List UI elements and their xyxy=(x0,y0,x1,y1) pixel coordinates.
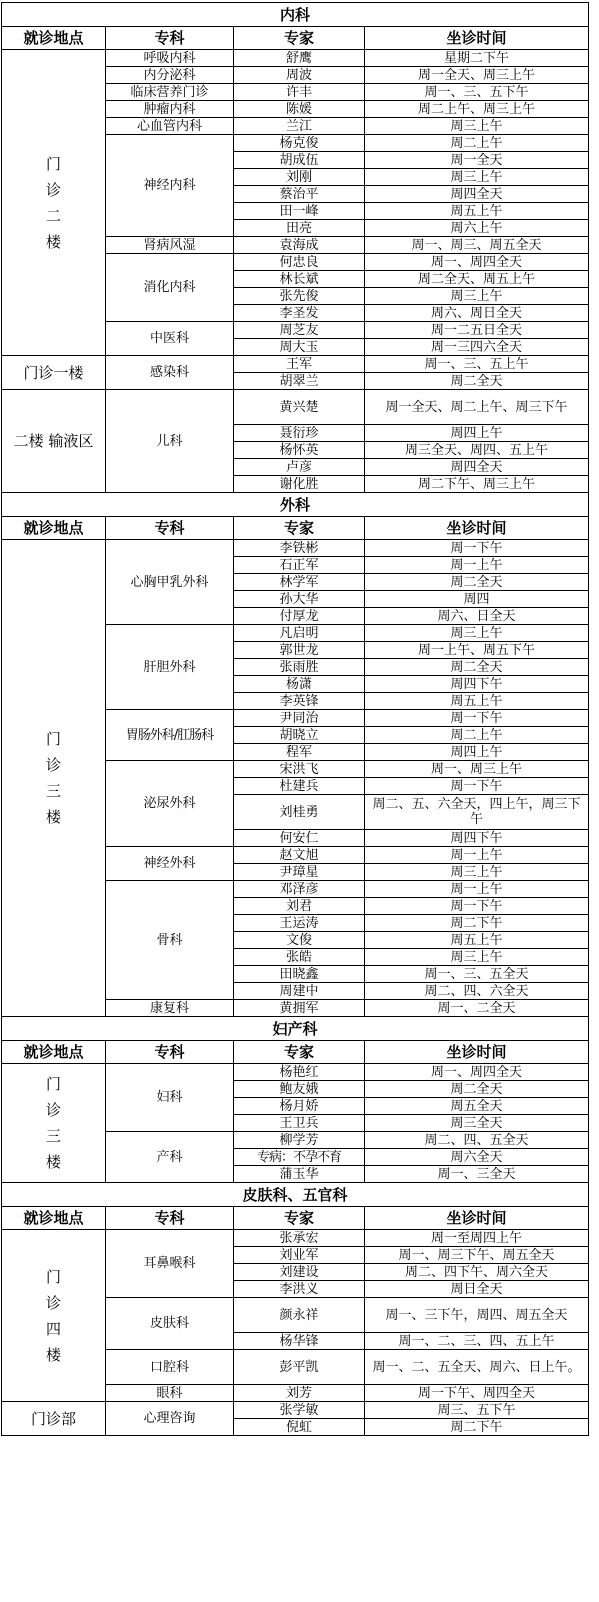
time-cell: 周一全天、周二上午、周三下午 xyxy=(365,390,589,425)
header-expert: 专家 xyxy=(234,517,365,540)
time-cell: 周一上午、周五下午 xyxy=(365,642,589,659)
expert-cell: 蒲玉华 xyxy=(234,1166,365,1183)
expert-cell: 刘刚 xyxy=(234,169,365,186)
expert-cell: 张皓 xyxy=(234,949,365,966)
time-cell: 周一上午 xyxy=(365,557,589,574)
header-expert: 专家 xyxy=(234,1207,365,1230)
dept-cell: 心血管内科 xyxy=(106,118,234,135)
expert-cell: 谢化胜 xyxy=(234,476,365,493)
expert-cell: 凡启明 xyxy=(234,625,365,642)
time-cell: 周四全天 xyxy=(365,459,589,476)
header-time: 坐诊时间 xyxy=(365,517,589,540)
dept-cell: 内分泌科 xyxy=(106,67,234,84)
time-cell: 周二全天 xyxy=(365,373,589,390)
expert-cell: 李铁彬 xyxy=(234,540,365,557)
time-cell: 周一、周三、周五全天 xyxy=(365,237,589,254)
expert-cell: 田一峰 xyxy=(234,203,365,220)
time-cell: 周一、二、三、四、五上午 xyxy=(365,1333,589,1350)
header-dept: 专科 xyxy=(106,27,234,50)
dept-cell: 肾病风湿 xyxy=(106,237,234,254)
expert-cell: 李洪义 xyxy=(234,1281,365,1298)
time-cell: 周四上午 xyxy=(365,425,589,442)
expert-cell: 胡翠兰 xyxy=(234,373,365,390)
dept-cell: 肿瘤内科 xyxy=(106,101,234,118)
time-cell: 周一、周四全天 xyxy=(365,254,589,271)
time-cell: 周二下午 xyxy=(365,915,589,932)
location-cell: 门诊部 xyxy=(2,1402,106,1436)
header-time: 坐诊时间 xyxy=(365,1041,589,1064)
time-cell: 周六、日全天 xyxy=(365,608,589,625)
time-cell: 周日全天 xyxy=(365,1281,589,1298)
time-cell: 周三上午 xyxy=(365,864,589,881)
expert-cell: 聂衍珍 xyxy=(234,425,365,442)
expert-cell: 杨潇 xyxy=(234,676,365,693)
time-cell: 周一、三、五上午 xyxy=(365,356,589,373)
location-cell: 门诊三楼 xyxy=(2,1064,106,1183)
time-cell: 周一全天、周三上午 xyxy=(365,67,589,84)
expert-cell: 刘桂勇 xyxy=(234,795,365,830)
time-cell: 周四上午 xyxy=(365,744,589,761)
expert-cell: 陈媛 xyxy=(234,101,365,118)
expert-cell: 杨怀英 xyxy=(234,442,365,459)
time-cell: 周二、四、六全天 xyxy=(365,983,589,1000)
time-cell: 周一二五日全天 xyxy=(365,322,589,339)
time-cell: 周二、四下午、周六全天 xyxy=(365,1264,589,1281)
dept-cell: 消化内科 xyxy=(106,254,234,322)
time-cell: 周六、周日全天 xyxy=(365,305,589,322)
location-cell: 门诊三楼 xyxy=(2,540,106,1017)
header-location: 就诊地点 xyxy=(2,1041,106,1064)
expert-cell: 杨华锋 xyxy=(234,1333,365,1350)
time-cell: 周一、三全天 xyxy=(365,1166,589,1183)
expert-cell: 鲍友娥 xyxy=(234,1081,365,1098)
expert-cell: 张先俊 xyxy=(234,288,365,305)
time-cell: 周一、二全天 xyxy=(365,1000,589,1017)
time-cell: 周三上午 xyxy=(365,169,589,186)
dept-cell: 妇科 xyxy=(106,1064,234,1132)
time-cell: 周二全天 xyxy=(365,574,589,591)
expert-cell: 田亮 xyxy=(234,220,365,237)
time-cell: 周一、周三下午、周五全天 xyxy=(365,1247,589,1264)
expert-cell: 袁海成 xyxy=(234,237,365,254)
time-cell: 周一上午 xyxy=(365,881,589,898)
expert-cell: 王军 xyxy=(234,356,365,373)
section-title: 内科 xyxy=(2,3,589,27)
time-cell: 周二上午 xyxy=(365,727,589,744)
time-cell: 星期二下午 xyxy=(365,50,589,67)
time-cell: 周一上午 xyxy=(365,847,589,864)
time-cell: 周一下午 xyxy=(365,710,589,727)
time-cell: 周三上午 xyxy=(365,118,589,135)
time-cell: 周四下午 xyxy=(365,676,589,693)
expert-cell: 周建中 xyxy=(234,983,365,1000)
time-cell: 周一下午 xyxy=(365,898,589,915)
dept-cell: 心理咨询 xyxy=(106,1402,234,1436)
expert-cell: 宋洪飞 xyxy=(234,761,365,778)
time-cell: 周三全天 xyxy=(365,1115,589,1132)
dept-cell: 儿科 xyxy=(106,390,234,493)
expert-cell: 颜永祥 xyxy=(234,1298,365,1333)
dept-cell: 中医科 xyxy=(106,322,234,356)
expert-cell: 刘君 xyxy=(234,898,365,915)
expert-cell: 孙大华 xyxy=(234,591,365,608)
time-cell: 周五上午 xyxy=(365,932,589,949)
expert-cell: 舒鹰 xyxy=(234,50,365,67)
expert-cell: 黄兴楚 xyxy=(234,390,365,425)
expert-cell: 张学敏 xyxy=(234,1402,365,1419)
expert-cell: 石正军 xyxy=(234,557,365,574)
expert-cell: 赵文旭 xyxy=(234,847,365,864)
header-dept: 专科 xyxy=(106,1207,234,1230)
expert-cell: 卢彦 xyxy=(234,459,365,476)
time-cell: 周一下午 xyxy=(365,778,589,795)
expert-cell: 林长斌 xyxy=(234,271,365,288)
time-cell: 周四 xyxy=(365,591,589,608)
expert-cell: 刘芳 xyxy=(234,1385,365,1402)
time-cell: 周一全天 xyxy=(365,152,589,169)
header-location: 就诊地点 xyxy=(2,1207,106,1230)
time-cell: 周二上午 xyxy=(365,135,589,152)
time-cell: 周二下午、周三上午 xyxy=(365,476,589,493)
dept-cell: 眼科 xyxy=(106,1385,234,1402)
expert-cell: 彭平凯 xyxy=(234,1350,365,1385)
expert-cell: 尹同治 xyxy=(234,710,365,727)
expert-cell: 周芝友 xyxy=(234,322,365,339)
expert-cell: 何忠良 xyxy=(234,254,365,271)
expert-cell: 王卫兵 xyxy=(234,1115,365,1132)
time-cell: 周一、三下午，周四、周五全天 xyxy=(365,1298,589,1333)
dept-cell: 感染科 xyxy=(106,356,234,390)
time-cell: 周一、二、五全天、周六、日上午。 xyxy=(365,1350,589,1385)
time-cell: 周一、周四全天 xyxy=(365,1064,589,1081)
header-time: 坐诊时间 xyxy=(365,1207,589,1230)
expert-cell: 倪虹 xyxy=(234,1419,365,1436)
expert-cell: 兰江 xyxy=(234,118,365,135)
expert-cell: 刘业军 xyxy=(234,1247,365,1264)
dept-cell: 耳鼻喉科 xyxy=(106,1230,234,1298)
expert-cell: 柳学芳 xyxy=(234,1132,365,1149)
time-cell: 周四下午 xyxy=(365,830,589,847)
time-cell: 周三上午 xyxy=(365,625,589,642)
expert-cell: 杨克俊 xyxy=(234,135,365,152)
expert-cell: 杨月娇 xyxy=(234,1098,365,1115)
expert-cell: 邓泽彦 xyxy=(234,881,365,898)
expert-cell: 周大玉 xyxy=(234,339,365,356)
dept-cell: 临床营养门诊 xyxy=(106,84,234,101)
time-cell: 周五上午 xyxy=(365,693,589,710)
time-cell: 周一、三、五全天 xyxy=(365,966,589,983)
time-cell: 周一至周四上午 xyxy=(365,1230,589,1247)
expert-cell: 李圣发 xyxy=(234,305,365,322)
schedule-table xyxy=(1,2,589,1436)
expert-cell: 付厚龙 xyxy=(234,608,365,625)
header-expert: 专家 xyxy=(234,1041,365,1064)
time-cell: 周二全天 xyxy=(365,659,589,676)
expert-cell: 郭世龙 xyxy=(234,642,365,659)
time-cell: 周二下午 xyxy=(365,1419,589,1436)
time-cell: 周一下午、周四全天 xyxy=(365,1385,589,1402)
time-cell: 周六上午 xyxy=(365,220,589,237)
location-cell: 门诊二楼 xyxy=(2,50,106,356)
time-cell: 周五全天 xyxy=(365,1098,589,1115)
header-time: 坐诊时间 xyxy=(365,27,589,50)
section-title: 妇产科 xyxy=(2,1017,589,1041)
expert-cell: 张承宏 xyxy=(234,1230,365,1247)
section-title: 皮肤科、五官科 xyxy=(2,1183,589,1207)
location-cell: 门诊一楼 xyxy=(2,356,106,390)
expert-cell: 尹璋星 xyxy=(234,864,365,881)
dept-cell: 胃肠外科/肛肠科 xyxy=(106,710,234,761)
time-cell: 周二全天、周五上午 xyxy=(365,271,589,288)
expert-cell: 王运涛 xyxy=(234,915,365,932)
expert-cell: 文俊 xyxy=(234,932,365,949)
dept-cell: 泌尿外科 xyxy=(106,761,234,847)
time-cell: 周二、四、五全天 xyxy=(365,1132,589,1149)
dept-cell: 产科 xyxy=(106,1132,234,1183)
expert-cell: 周波 xyxy=(234,67,365,84)
time-cell: 周四全天 xyxy=(365,186,589,203)
time-cell: 周一三四六全天 xyxy=(365,339,589,356)
dept-cell: 心胸甲乳外科 xyxy=(106,540,234,625)
location-cell: 门诊四楼 xyxy=(2,1230,106,1402)
time-cell: 周一下午 xyxy=(365,540,589,557)
dept-cell: 口腔科 xyxy=(106,1350,234,1385)
time-cell: 周三、五下午 xyxy=(365,1402,589,1419)
section-title: 外科 xyxy=(2,493,589,517)
expert-cell: 蔡治平 xyxy=(234,186,365,203)
time-cell: 周一、三、五下午 xyxy=(365,84,589,101)
dept-cell: 骨科 xyxy=(106,881,234,1000)
dept-cell: 皮肤科 xyxy=(106,1298,234,1350)
expert-cell: 许丰 xyxy=(234,84,365,101)
expert-cell: 胡晓立 xyxy=(234,727,365,744)
expert-cell: 杨艳红 xyxy=(234,1064,365,1081)
header-location: 就诊地点 xyxy=(2,27,106,50)
time-cell: 周三上午 xyxy=(365,949,589,966)
expert-cell: 胡成伍 xyxy=(234,152,365,169)
expert-cell: 刘建设 xyxy=(234,1264,365,1281)
time-cell: 周六全天 xyxy=(365,1149,589,1166)
location-cell: 二楼 输液区 xyxy=(2,390,106,493)
expert-cell: 何安仁 xyxy=(234,830,365,847)
time-cell: 周五上午 xyxy=(365,203,589,220)
dept-cell: 康复科 xyxy=(106,1000,234,1017)
time-cell: 周二全天 xyxy=(365,1081,589,1098)
header-dept: 专科 xyxy=(106,517,234,540)
time-cell: 周二、五、六全天，四上午，周三下午 xyxy=(365,795,589,830)
time-cell: 周三上午 xyxy=(365,288,589,305)
expert-cell: 张雨胜 xyxy=(234,659,365,676)
expert-cell: 专病：不孕不育 xyxy=(234,1149,365,1166)
header-location: 就诊地点 xyxy=(2,517,106,540)
header-expert: 专家 xyxy=(234,27,365,50)
expert-cell: 黄拥军 xyxy=(234,1000,365,1017)
dept-cell: 肝胆外科 xyxy=(106,625,234,710)
time-cell: 周三全天、周四、五上午 xyxy=(365,442,589,459)
time-cell: 周二上午、周三上午 xyxy=(365,101,589,118)
expert-cell: 田晓鑫 xyxy=(234,966,365,983)
dept-cell: 呼吸内科 xyxy=(106,50,234,67)
dept-cell: 神经内科 xyxy=(106,135,234,237)
expert-cell: 杜建兵 xyxy=(234,778,365,795)
expert-cell: 程军 xyxy=(234,744,365,761)
dept-cell: 神经外科 xyxy=(106,847,234,881)
header-dept: 专科 xyxy=(106,1041,234,1064)
expert-cell: 林学军 xyxy=(234,574,365,591)
time-cell: 周一、周三上午 xyxy=(365,761,589,778)
expert-cell: 李英锋 xyxy=(234,693,365,710)
